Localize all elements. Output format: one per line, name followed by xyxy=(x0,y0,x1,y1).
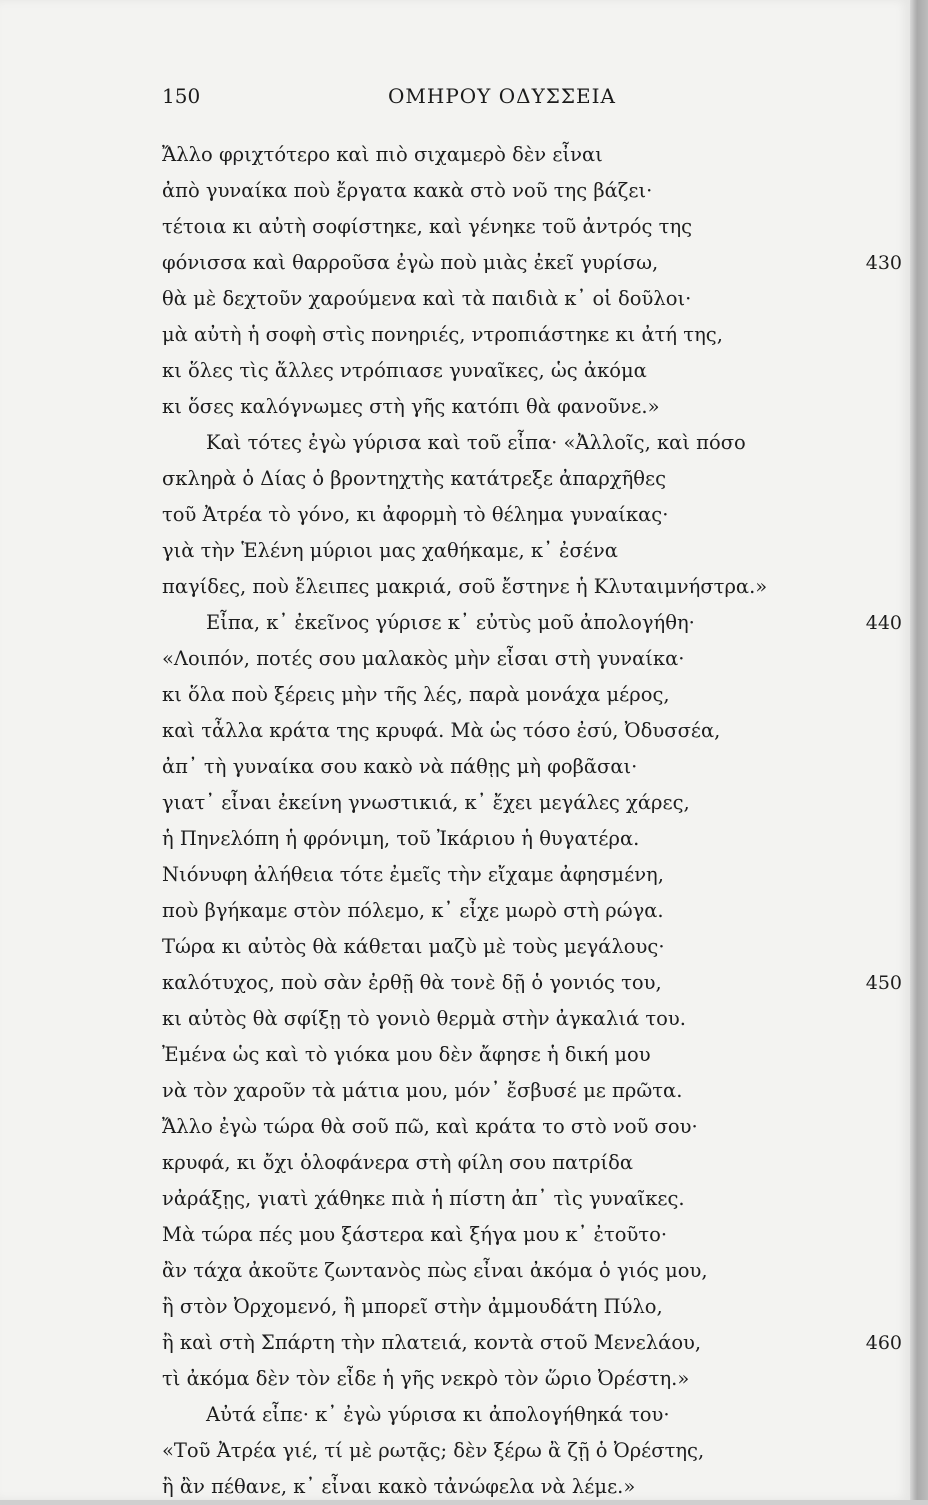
verse-line: Καὶ τότες ἐγὼ γύρισα καὶ τοῦ εἶπα· «Ἀλλοῖς, καὶ πόσο xyxy=(206,431,746,454)
verse-line: κι αὐτὸς θὰ σφίξῃ τὸ γονιὸ θερμὰ στὴν ἀγκαλιά του. xyxy=(162,1007,686,1030)
verse-line: γιὰ τὴν Ἑλένη μύριοι μας χαθήκαμε, κ᾿ ἐσένα xyxy=(162,539,618,562)
verse-line: ἂν τάχα ἀκοῦτε ζωντανὸς πὼς εἶναι ἀκόμα ὁ γιός μου, xyxy=(162,1259,708,1282)
verse-line: σκληρὰ ὁ Δίας ὁ βροντηχτὴς κατάτρεξε ἀπαρχῆθες xyxy=(162,467,667,490)
verse-line: ἀπ᾿ τὴ γυναίκα σου κακὸ νὰ πάθῃς μὴ φοβᾶσαι· xyxy=(162,755,638,778)
verse-number: 460 xyxy=(865,1332,902,1354)
page-header xyxy=(162,84,652,116)
verse-line: «Λοιπόν, ποτές σου μαλακὸς μὴν εἶσαι στὴ γυναίκα· xyxy=(162,647,685,670)
verse-line: κι ὅλες τὶς ἄλλες ντρόπιασε γυναῖκες, ὡς ἀκόμα xyxy=(162,359,647,382)
verse-line: θὰ μὲ δεχτοῦν χαρούμενα καὶ τὰ παιδιὰ κ᾿ οἱ δοῦλοι· xyxy=(162,287,692,310)
verse-line: νὰ τὸν χαροῦν τὰ μάτια μου, μόν᾿ ἔσβυσέ με πρῶτα. xyxy=(162,1079,683,1102)
page-edge-shadow xyxy=(910,0,928,1500)
verse-line: Αὐτά εἶπε· κ᾿ ἐγὼ γύρισα κι ἀπολογήθηκά του· xyxy=(206,1403,670,1426)
verse-line: κι ὅσες καλόγνωμες στὴ γῆς κατόπι θὰ φανοῦνε.» xyxy=(162,395,660,418)
verse-line: ἀπὸ γυναίκα ποὺ ἔργατα κακὰ στὸ νοῦ της βάζει· xyxy=(162,179,653,202)
verse-line: ἢ καὶ στὴ Σπάρτη τὴν πλατειά, κοντὰ στοῦ Μενελάου, xyxy=(162,1331,702,1354)
page-number: 150 xyxy=(162,84,201,108)
running-title: ΟΜΗΡΟΥ ΟΔΥΣΣΕΙΑ xyxy=(388,84,616,108)
verse-line: ἢ ἂν πέθανε, κ᾿ εἶναι κακὸ τἀνώφελα νὰ λέμε.» xyxy=(162,1475,636,1498)
verse-line: νἀράξῃς, γιατὶ χάθηκε πιὰ ἡ πίστη ἀπ᾿ τὶς γυναῖκες. xyxy=(162,1187,685,1210)
verse-line: τοῦ Ἀτρέα τὸ γόνο, κι ἀφορμὴ τὸ θέλημα γυναίκας· xyxy=(162,503,669,526)
verse-line: Νιόνυφη ἀλήθεια τότε ἐμεῖς τὴν εἴχαμε ἀφησμένη, xyxy=(162,863,664,886)
verse-line: γιατ᾿ εἶναι ἐκείνη γνωστικιά, κ᾿ ἔχει μεγάλες χάρες, xyxy=(162,791,690,814)
verse-line: ἢ στὸν Ὀρχομενό, ἢ μπορεῖ στὴν ἀμμουδάτη Πύλο, xyxy=(162,1295,663,1318)
verse-line: κρυφά, κι ὄχι ὁλοφάνερα στὴ φίλη σου πατρίδα xyxy=(162,1151,634,1174)
verse-line: φόνισσα καὶ θαρροῦσα ἐγὼ ποὺ μιὰς ἐκεῖ γυρίσω, xyxy=(162,251,659,274)
verse-line: Ἄλλο φριχτότερο καὶ πιὸ σιχαμερὸ δὲν εἶναι xyxy=(162,143,603,166)
verse-number: 430 xyxy=(865,252,902,274)
verse-line: μὰ αὐτὴ ἡ σοφὴ στὶς πονηριές, ντροπιάστηκε κι ἀτή της, xyxy=(162,323,723,346)
verse-line: Μὰ τώρα πές μου ξάστερα καὶ ξήγα μου κ᾿ ἐτοῦτο· xyxy=(162,1223,668,1246)
verse-line: Ἄλλο ἐγὼ τώρα θὰ σοῦ πῶ, καὶ κράτα το στὸ νοῦ σου· xyxy=(162,1115,698,1138)
verse-line: Τώρα κι αὐτὸς θὰ κάθεται μαζὺ μὲ τοὺς μεγάλους· xyxy=(162,935,665,958)
verse-line: Ἐμένα ὡς καὶ τὸ γιόκα μου δὲν ἄφησε ἡ δική μου xyxy=(162,1043,651,1066)
verse-line: κι ὅλα ποὺ ξέρεις μὴν τῆς λές, παρὰ μονάχα μέρος, xyxy=(162,683,670,706)
verse-line: τὶ ἀκόμα δὲν τὸν εἶδε ἡ γῆς νεκρὸ τὸν ὥριο Ὀρέστη.» xyxy=(162,1367,690,1390)
verse-number: 450 xyxy=(865,972,902,994)
verse-line: ἡ Πηνελόπη ἡ φρόνιμη, τοῦ Ἰκάριου ἡ θυγατέρα. xyxy=(162,827,640,850)
verse-number: 440 xyxy=(865,612,902,634)
verse-line: παγίδες, ποὺ ἔλειπες μακριά, σοῦ ἔστηνε ἡ Κλυταιμνήστρα.» xyxy=(162,575,768,598)
verse-line: «Τοῦ Ἀτρέα γιέ, τί μὲ ρωτᾷς; δὲν ξέρω ἂ ζῇ ὁ Ὀρέστης, xyxy=(162,1439,705,1462)
verse-line: καλότυχος, ποὺ σὰν ἐρθῇ θὰ τονὲ δῇ ὁ γονιός του, xyxy=(162,971,662,994)
verse-line: Εἶπα, κ᾿ ἐκεῖνος γύρισε κ᾿ εὐτὺς μοῦ ἀπολογήθη· xyxy=(206,611,695,634)
verse-line: καὶ τἆλλα κράτα της κρυφά. Μὰ ὡς τόσο ἐσύ, Ὀδυσσέα, xyxy=(162,719,721,742)
verse-line: ποὺ βγήκαμε στὸν πόλεμο, κ᾿ εἶχε μωρὸ στὴ ρώγα. xyxy=(162,899,664,922)
verse-line: τέτοια κι αὐτὴ σοφίστηκε, καὶ γένηκε τοῦ ἀντρός της xyxy=(162,215,693,238)
